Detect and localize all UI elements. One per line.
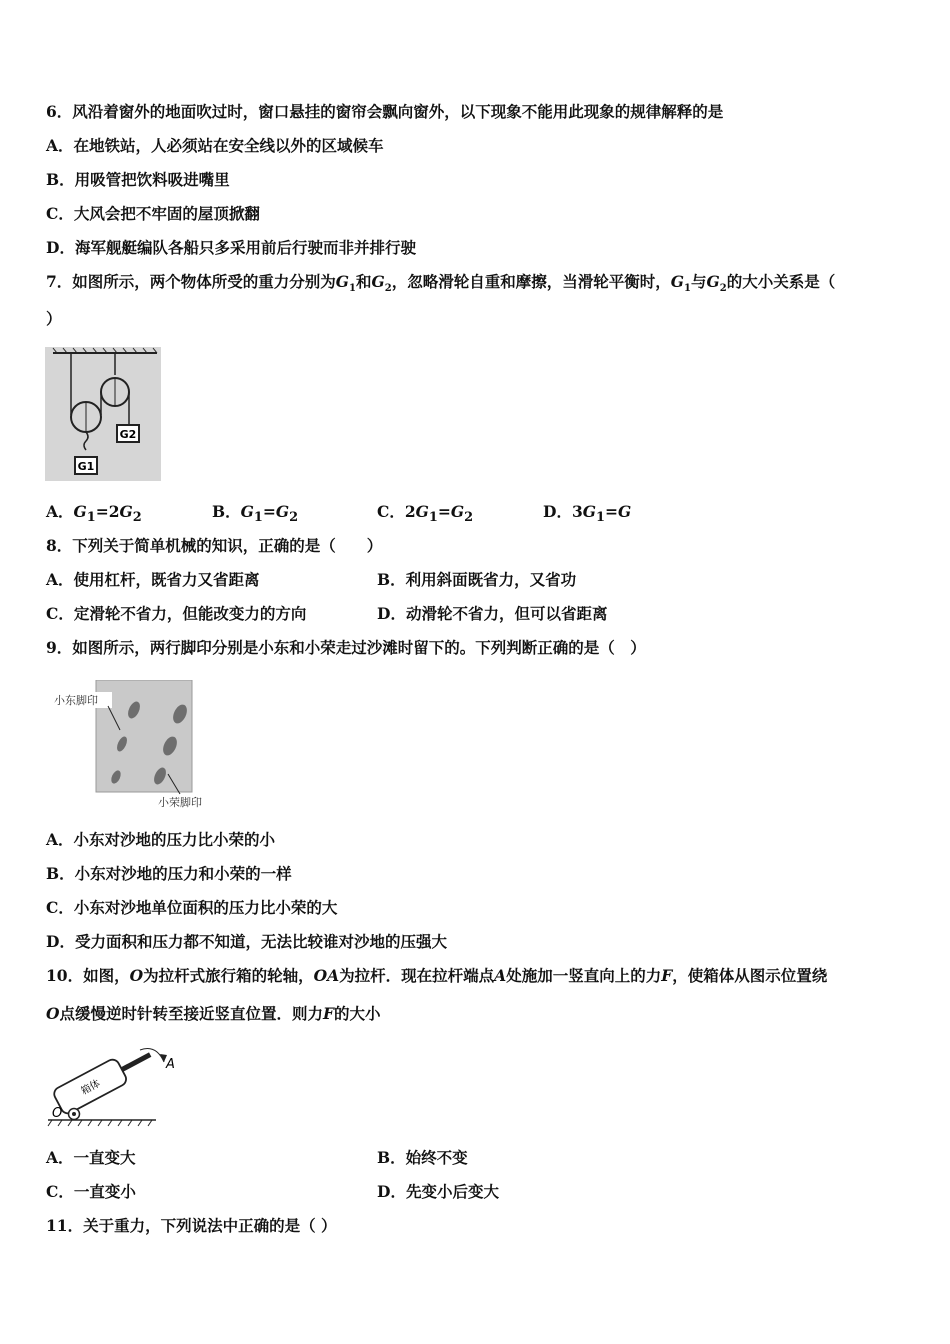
point-o-label: O — [52, 1106, 63, 1121]
q6-option-d: D．海军舰艇编队各船只多采用前后行驶而非并排行驶 — [46, 238, 416, 257]
point-a-label: A — [166, 1057, 175, 1072]
q10-option-b: B．始终不变 — [377, 1148, 468, 1167]
q10-stem-line2: O点缓慢逆时针转至接近竖直位置．则力F的大小 — [46, 1004, 381, 1023]
pulley-figure — [45, 347, 161, 481]
q8-option-a: A．使用杠杆，既省力又省距离 — [46, 570, 260, 589]
q9-option-b: B．小东对沙地的压力和小荣的一样 — [46, 864, 292, 883]
block-g1-label: G1 — [77, 460, 95, 473]
q7-stem-end: ） — [46, 309, 62, 328]
q7-option-c: C．$2G_1=G_2$ — [377, 502, 474, 526]
q8-option-b: B．利用斜面既省力，又省功 — [377, 570, 577, 589]
q7-option-a: A．$G_1=2G_2$ — [46, 502, 142, 526]
q7-option-b: B．$G_1=G_2$ — [212, 502, 299, 526]
q7-stem: 7．如图所示，两个物体所受的重力分别为$G_1$和$G_2$，忽略滑轮自重和摩擦，当滑轮平衡时，$G_1$与$G_2$的大小关系是（ — [46, 272, 836, 295]
q6-option-b: B．用吸管把饮料吸进嘴里 — [46, 170, 230, 189]
q8-option-c: C．定滑轮不省力，但能改变力的方向 — [46, 604, 307, 623]
q7-option-d: D．$3G_1=G$ — [543, 502, 632, 526]
q8-option-d: D．动滑轮不省力，但可以省距离 — [377, 604, 608, 623]
q6-option-c: C．大风会把不牢固的屋顶掀翻 — [46, 204, 260, 223]
q8-stem: 8．下列关于简单机械的知识，正确的是（ ） — [46, 536, 383, 555]
q10-option-a: A．一直变大 — [46, 1148, 136, 1167]
q11-stem: 11．关于重力，下列说法中正确的是（ ） — [46, 1216, 337, 1235]
q9-option-a: A．小东对沙地的压力比小荣的小 — [46, 830, 276, 849]
suitcase-label: 箱体 — [79, 1078, 103, 1098]
suitcase-figure — [44, 1036, 180, 1130]
q9-option-d: D．受力面积和压力都不知道，无法比较谁对沙地的压强大 — [46, 932, 447, 951]
q9-stem: 9．如图所示，两行脚印分别是小东和小荣走过沙滩时留下的。下列判断正确的是（ ） — [46, 638, 646, 657]
fig-label-xiaorong: 小荣脚印 — [158, 796, 202, 809]
q6-stem: 6．风沿着窗外的地面吹过时，窗口悬挂的窗帘会飘向窗外，以下现象不能用此现象的规律解释的是 — [46, 102, 724, 121]
q9-option-c: C．小东对沙地单位面积的压力比小荣的大 — [46, 898, 338, 917]
q6-option-a: A．在地铁站，人必须站在安全线以外的区域候车 — [46, 136, 384, 155]
footprint-figure — [52, 680, 212, 812]
fig-label-xiaodong: 小东脚印 — [54, 694, 98, 707]
q10-stem-line1: 10．如图，O为拉杆式旅行箱的轮轴，OA为拉杆．现在拉杆端点A处施加一竖直向上的力F，使箱体从图示位置绕 — [46, 966, 828, 985]
block-g2-label: G2 — [119, 428, 137, 441]
q10-option-d: D．先变小后变大 — [377, 1182, 499, 1201]
q10-option-c: C．一直变小 — [46, 1182, 136, 1201]
